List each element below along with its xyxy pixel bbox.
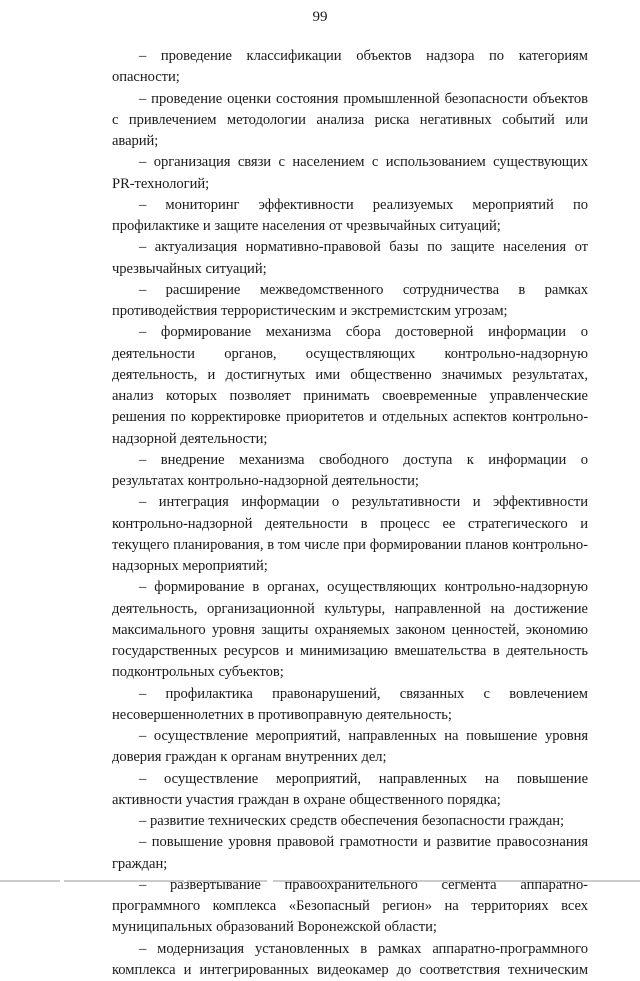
list-item: – формирование в органах, осуществляющих контрольно-надзорную деятельность, организационной культуры, направленной на достижение максимального уровня защиты охраняемых законом ценностей, экономию государственных ресурсов и минимизацию вмешательства в деятельность подконтрольных субъектов; — [112, 577, 588, 683]
list-item: – актуализация нормативно-правовой базы по защите населения от чрезвычайных ситуаций; — [112, 237, 588, 280]
document-body — [112, 46, 588, 981]
list-item: – интеграция информации о результативности и эффективности контрольно-надзорной деятельности в процесс ее стратегического и текущего планирования, в том числе при формировании планов контрольно-надзорных мероприятий; — [112, 492, 588, 577]
list-item: – осуществление мероприятий, направленных на повышение активности участия граждан в охране общественного порядка; — [112, 769, 588, 812]
list-item: – расширение межведомственного сотрудничества в рамках противодействия террористическим и экстремистским угрозам; — [112, 280, 588, 323]
list-item: – организация связи с населением с использованием существующих PR-технологий; — [112, 152, 588, 195]
list-item: – повышение уровня правовой грамотности и развитие правосознания граждан; — [112, 832, 588, 875]
list-item: – развитие технических средств обеспечения безопасности граждан; — [112, 811, 588, 832]
list-item: – осуществление мероприятий, направленных на повышение уровня доверия граждан к органам внутренних дел; — [112, 726, 588, 769]
list-item: – внедрение механизма свободного доступа к информации о результатах контрольно-надзорной деятельности; — [112, 450, 588, 493]
list-item: – проведение классификации объектов надзора по категориям опасности; — [112, 46, 588, 89]
scan-edge-svg — [0, 880, 640, 882]
list-item: – формирование механизма сбора достоверной информации о деятельности органов, осуществляющих контрольно-надзорную деятельность, и достигнутых ими общественно значимых результатах, анализ которых позволяет принимать своевременные управленческие решения по корректировке приоритетов и отдельных аспектов контрольно-надзорной деятельности; — [112, 322, 588, 450]
list-item: – профилактика правонарушений, связанных с вовлечением несовершеннолетних в противоправную деятельность; — [112, 684, 588, 727]
list-item: – проведение оценки состояния промышленной безопасности объектов с привлечением методологии анализа риска негативных событий или аварий; — [112, 89, 588, 153]
page-number: 99 — [0, 8, 640, 26]
list-item: – развертывание правоохранительного сегмента аппаратно-программного комплекса «Безопасный регион» на территориях всех муниципальных образований Воронежской области; — [112, 875, 588, 939]
list-item: – мониторинг эффективности реализуемых мероприятий по профилактике и защите населения от чрезвычайных ситуаций; — [112, 195, 588, 238]
list-item: – модернизация установленных в рамках аппаратно-программного комплекса и интегрированных видеокамер до соответствия техническим — [112, 939, 588, 981]
scan-edge-line — [0, 880, 640, 882]
